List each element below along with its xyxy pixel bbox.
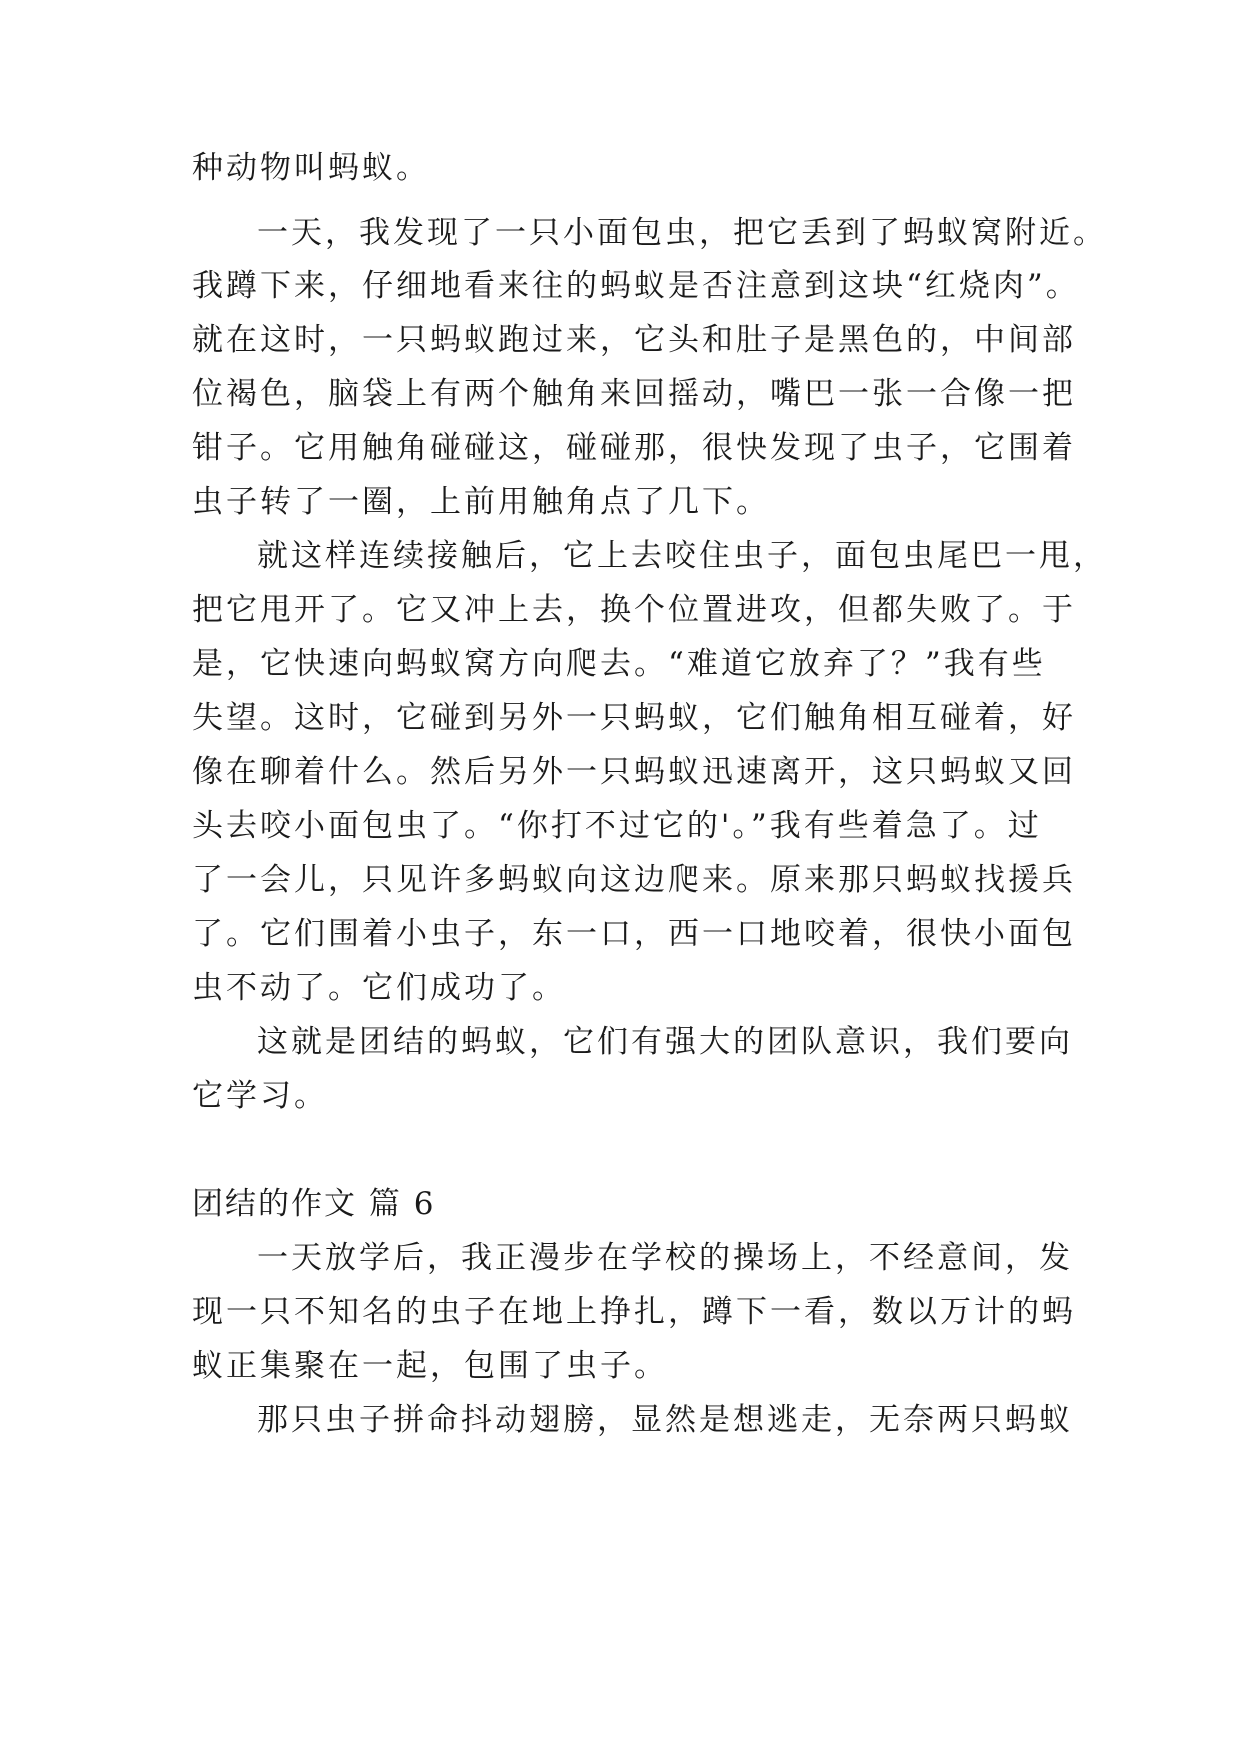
paragraph-start-line: 那只虫子拼命抖动翅膀，显然是想逃走，无奈两只蚂蚁 bbox=[257, 1402, 1073, 1438]
text-line: 现一只不知名的虫子在地上挣扎，蹲下一看，数以万计的蚂 bbox=[192, 1294, 1076, 1330]
text-line: 是，它快速向蚂蚁窝方向爬去。“难道它放弃了？”我有些 bbox=[192, 646, 1046, 682]
paragraph-start-line: 这就是团结的蚂蚁，它们有强大的团队意识，我们要向 bbox=[257, 1024, 1073, 1060]
text-line: 失望。这时，它碰到另外一只蚂蚁，它们触角相互碰着，好 bbox=[192, 700, 1076, 736]
text-line: 就在这时，一只蚂蚁跑过来，它头和肚子是黑色的，中间部 bbox=[192, 322, 1076, 358]
text-line: 我蹲下来，仔细地看来往的蚂蚁是否注意到这块“红烧肉”。 bbox=[192, 268, 1080, 304]
paragraph-start-line: 一天，我发现了一只小面包虫，把它丢到了蚂蚁窝附近。 bbox=[257, 215, 1107, 251]
text-line: 了。它们围着小虫子，东一口，西一口地咬着，很快小面包 bbox=[192, 916, 1076, 952]
text-line: 把它甩开了。它又冲上去，换个位置进攻，但都失败了。于 bbox=[192, 592, 1076, 628]
section-heading: 团结的作文 篇 6 bbox=[192, 1186, 436, 1222]
text-line: 种动物叫蚂蚁。 bbox=[192, 150, 430, 186]
text-line: 像在聊着什么。然后另外一只蚂蚁迅速离开，这只蚂蚁又回 bbox=[192, 754, 1076, 790]
text-line: 位褐色，脑袋上有两个触角来回摇动，嘴巴一张一合像一把 bbox=[192, 376, 1076, 412]
text-line: 它学习。 bbox=[192, 1078, 328, 1114]
text-line: 钳子。它用触角碰碰这，碰碰那，很快发现了虫子，它围着 bbox=[192, 430, 1076, 466]
text-line: 虫不动了。它们成功了。 bbox=[192, 970, 566, 1006]
text-line: 了一会儿，只见许多蚂蚁向这边爬来。原来那只蚂蚁找援兵 bbox=[192, 862, 1076, 898]
paragraph-start-line: 就这样连续接触后，它上去咬住虫子，面包虫尾巴一甩， bbox=[257, 538, 1107, 574]
text-line: 虫子转了一圈，上前用触角点了几下。 bbox=[192, 484, 770, 520]
text-line: 蚁正集聚在一起，包围了虫子。 bbox=[192, 1348, 668, 1384]
text-line: 头去咬小面包虫了。“你打不过它的'。”我有些着急了。过 bbox=[192, 808, 1042, 844]
paragraph-start-line: 一天放学后，我正漫步在学校的操场上，不经意间，发 bbox=[257, 1240, 1073, 1276]
